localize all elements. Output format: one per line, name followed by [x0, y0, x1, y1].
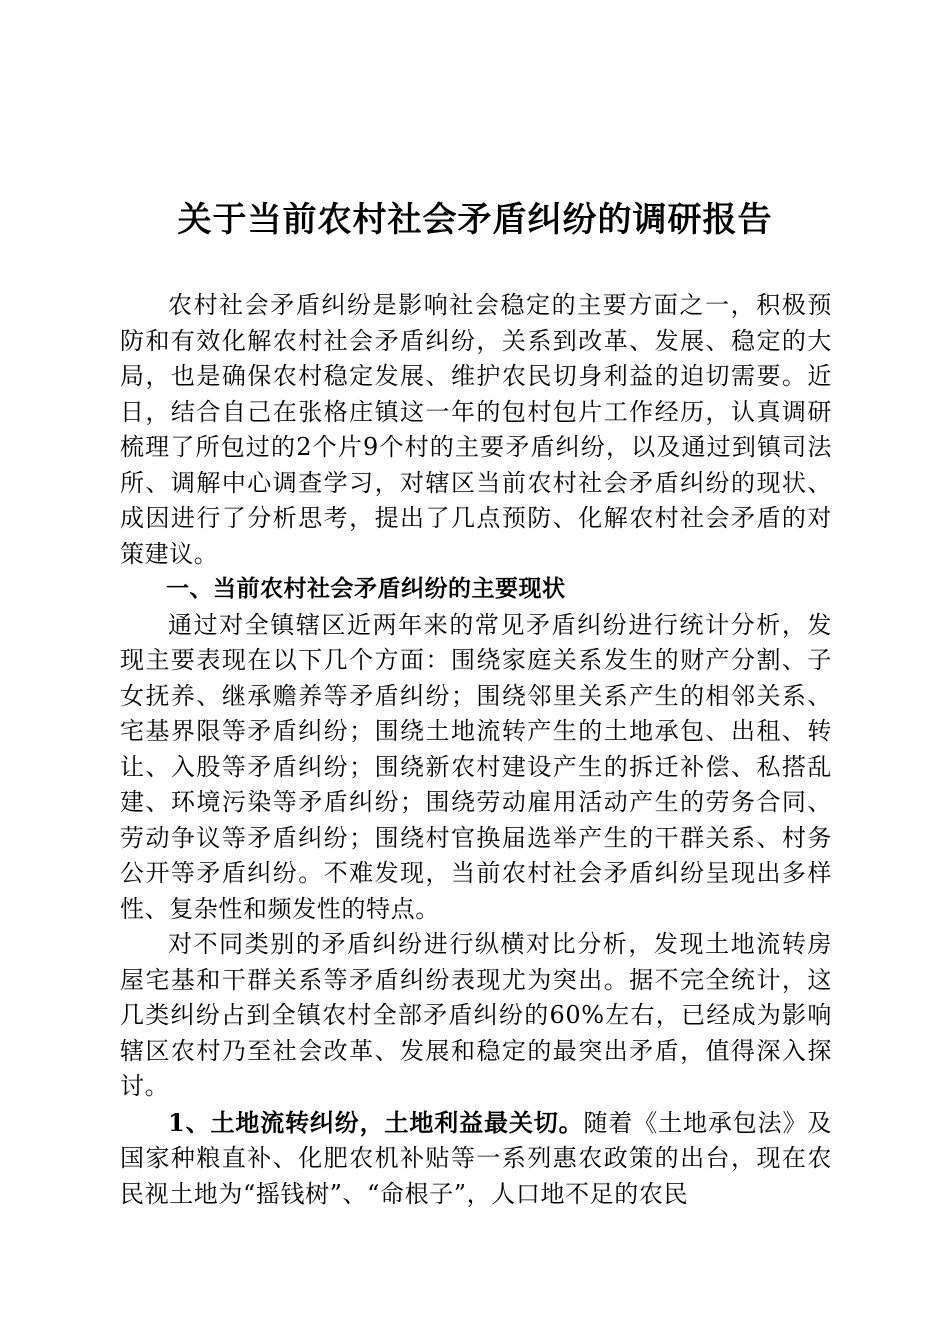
document-title: 关于当前农村社会矛盾纠纷的调研报告	[177, 200, 773, 240]
document-body	[120, 288, 832, 1212]
item-lead: 1、土地流转纠纷，土地利益最关切。	[168, 1107, 584, 1137]
section-paragraph: 通过对全镇辖区近两年来的常见矛盾纠纷进行统计分析，发现主要表现在以下几个方面：围绕家庭关系发生的财产分割、子女抚养、继承赡养等矛盾纠纷；围绕邻里关系产生的相邻关系、宅基界限等矛盾纠纷；围绕土地流转产生的土地承包、出租、转让、入股等矛盾纠纷；围绕新农村建设产生的拆迁补偿、私搭乱建、环境污染等矛盾纠纷；围绕劳动雇用活动产生的劳务合同、劳动争议等矛盾纠纷；围绕村官换届选举产生的干群关系、村务公开等矛盾纠纷。不难发现，当前农村社会矛盾纠纷呈现出多样性、复杂性和频发性的特点。	[120, 610, 832, 923]
section-paragraph: 对不同类别的矛盾纠纷进行纵横对比分析，发现土地流转房屋宅基和干群关系等矛盾纠纷表现尤为突出。据不完全统计，这几类纠纷占到全镇农村全部矛盾纠纷的60%左右，已经成为影响辖区农村乃至社会改革、发展和稳定的最突出矛盾，值得深入探讨。	[120, 930, 832, 1100]
item-paragraph	[120, 1105, 832, 1213]
section-heading: 一、当前农村社会矛盾纠纷的主要现状	[166, 576, 566, 602]
item-text: 随着《土地承包法》及国家种粮直补、化肥农机补贴等一系列惠农政策的出台，现在农民视土地为“摇钱树”、“命根子”，人口地不足的农民	[120, 1108, 833, 1208]
intro-paragraph: 农村社会矛盾纠纷是影响社会稳定的主要方面之一，积极预防和有效化解农村社会矛盾纠纷，关系到改革、发展、稳定的大局，也是确保农村稳定发展、维护农民切身利益的迫切需要。近日，结合自己在张格庄镇这一年的包村包片工作经历，认真调研梳理了所包过的2个片9个村的主要矛盾纠纷，以及通过到镇司法所、调解中心调查学习，对辖区当前农村社会矛盾纠纷的现状、成因进行了分析思考，提出了几点预防、化解农村社会矛盾的对策建议。	[120, 291, 832, 568]
